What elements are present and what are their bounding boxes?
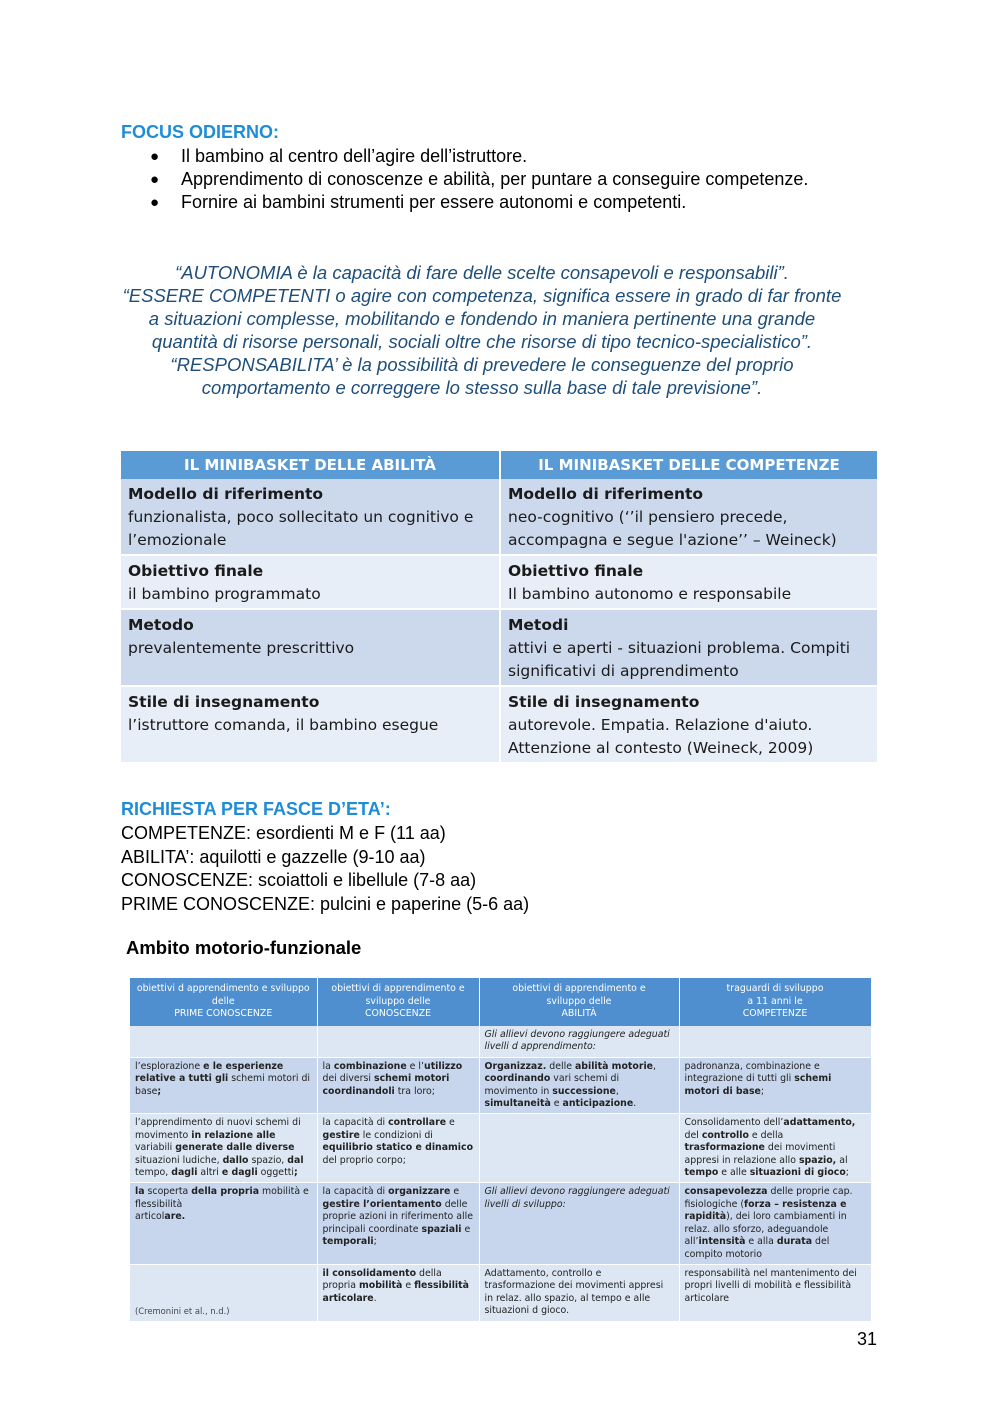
abilita-competenze-table bbox=[121, 451, 879, 764]
age-groups bbox=[121, 822, 529, 916]
cell-text: autorevole. Empatia. Relazione d'aiuto. Attenzione al contesto (Weineck, 2009) bbox=[508, 716, 814, 757]
cell-text: neo-cognitivo (‘’il pensiero precede, accompagna e segue l'azione’’ – Weineck) bbox=[508, 508, 837, 549]
quote-responsabilita: “RESPONSABILITA’ è la possibilità di prevedere le conseguenze del proprio comportamento e correggere lo stesso sulla base di tale previsione”. bbox=[170, 354, 794, 398]
cell-label: Modello di riferimento bbox=[508, 485, 704, 503]
age-group-line: COMPETENZE: esordienti M e F (11 aa) bbox=[121, 823, 446, 843]
cell-note: Gli allievi devono raggiungere adeguati livelli di sviluppo: bbox=[484, 1186, 670, 1210]
table-row: l’esplorazione e le esperienze relative a tutti gli schemi motori di base; la combinazione e l’utilizzo dei diversi schemi motori coordinandoli tra loro; Organizzaz. delle abilità motorie, coordinando vari schemi di movimento in successione, simultaneità e anticipazione. padronanza, combinazione e integrazione di tutti gli schemi motori di base; bbox=[130, 1057, 871, 1114]
age-group-line: CONOSCENZE: scoiattoli e libellule (7-8 aa) bbox=[121, 870, 477, 890]
list-item: ● Fornire ai bambini strumenti per essere autonomi e competenti. bbox=[150, 191, 850, 214]
column-header: traguardi di sviluppo a 11 anni le COMPETENZE bbox=[679, 978, 871, 1026]
table-row bbox=[130, 1026, 871, 1057]
cell-label: Metodi bbox=[508, 616, 569, 634]
cell-text: Il bambino autonomo e responsabile bbox=[508, 585, 792, 603]
cell-note: Gli allievi devono raggiungere adeguati livelli d apprendimento: bbox=[484, 1029, 670, 1053]
cell-text: l’istruttore comanda, il bambino esegue bbox=[128, 716, 439, 734]
focus-list bbox=[150, 145, 850, 214]
table-row bbox=[121, 609, 878, 686]
column-header: obiettivi di apprendimento e sviluppo delle ABILITÀ bbox=[479, 978, 679, 1026]
age-group-line: ABILITA’: aquilotti e gazzelle (9-10 aa) bbox=[121, 846, 426, 867]
column-header: IL MINIBASKET DELLE COMPETENZE bbox=[500, 451, 878, 479]
quote-competenti: “ESSERE COMPETENTI o agire con competenza, significa essere in grado di far fronte a situazioni complesse, mobilitando e fondendo in maniera pertinente una grande quantità di risorse personali, sociali oltre che risorse di tipo tecnico-specialistico”. bbox=[122, 285, 842, 352]
quote-autonomia: “AUTONOMIA è la capacità di fare delle scelte consapevoli e responsabili”. bbox=[175, 262, 789, 283]
focus-heading: FOCUS ODIERNO: bbox=[121, 122, 280, 142]
ambito-motorio-table bbox=[130, 978, 872, 1322]
citation: (Cremonini et al., n.d.) bbox=[130, 1264, 317, 1321]
page-number: 31 bbox=[857, 1329, 878, 1349]
table-row bbox=[121, 555, 878, 609]
cell-label: Metodo bbox=[128, 616, 194, 634]
cell-label: Obiettivo finale bbox=[128, 562, 264, 580]
column-header: IL MINIBASKET DELLE ABILITÀ bbox=[121, 451, 500, 479]
cell-text: attivi e aperti - situazioni problema. Compiti significativi di apprendimento bbox=[508, 639, 851, 680]
definitions-quote bbox=[121, 261, 843, 399]
list-item: ● Il bambino al centro dell’agire dell’istruttore. bbox=[150, 145, 850, 168]
cell-label: Stile di insegnamento bbox=[128, 693, 320, 711]
cell-label: Modello di riferimento bbox=[128, 485, 324, 503]
table-row bbox=[121, 686, 878, 763]
column-header: obiettivi d apprendimento e sviluppo delle PRIME CONOSCENZE bbox=[130, 978, 317, 1026]
cell-label: Stile di insegnamento bbox=[508, 693, 700, 711]
cell-text: prevalentemente prescrittivo bbox=[128, 639, 355, 657]
request-heading: RICHIESTA PER FASCE D’ETA’: bbox=[121, 799, 391, 819]
ambito-title: Ambito motorio-funzionale bbox=[126, 937, 362, 958]
table-row bbox=[121, 479, 878, 555]
age-group-line: PRIME CONOSCENZE: pulcini e paperine (5-6 aa) bbox=[121, 893, 530, 914]
list-item: ● Apprendimento di conoscenze e abilità, per puntare a conseguire competenze. bbox=[150, 168, 850, 191]
table-row: (Cremonini et al., n.d.) il consolidamento della propria mobilità e flessibilità articolare. Adattamento, controllo e trasformazione dei movimenti appresi in relaz. allo spazio, al tempo e alle situazioni d gioco. responsabilità nel mantenimento dei propri livelli di mobilità e flessibilità articolare bbox=[130, 1264, 871, 1321]
cell-text: il bambino programmato bbox=[128, 585, 321, 603]
table-row: la scoperta della propria mobilità e flessibilità articolare. la capacità di organizzare e gestire l’orientamento delle proprie azioni in riferimento alle principali coordinate spaziali e temporali; Gli allievi devono raggiungere adeguati livelli di sviluppo: consapevolezza delle proprie cap. fisiologiche (forza – resistenza e rapidità), dei loro cambiamenti in relaz. allo sforzo, adeguandole all’intensità e alla durata del compito motorio bbox=[130, 1183, 871, 1264]
table-row: l’apprendimento di nuovi schemi di movimento in relazione alle variabili generate dalle diverse situazioni ludiche, dallo spazio, dal tempo, dagli altri e dagli oggetti; la capacità di controllare e gestire le condizioni di equilibrio statico e dinamico del proprio corpo; Consolidamento dell’adattamento, del controllo e della trasformazione dei movimenti appresi in relazione allo spazio, al tempo e alle situazioni di gioco; bbox=[130, 1114, 871, 1183]
column-header: obiettivi di apprendimento e sviluppo delle CONOSCENZE bbox=[317, 978, 479, 1026]
cell-label: Obiettivo finale bbox=[508, 562, 644, 580]
cell-text: funzionalista, poco sollecitato un cognitivo e l’emozionale bbox=[128, 508, 474, 549]
